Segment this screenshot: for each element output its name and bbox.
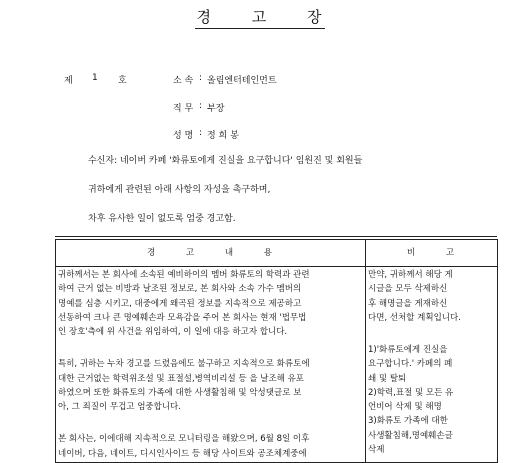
remarks-line: 시글을 모두 삭제하신: [368, 284, 448, 295]
number-unit: 호: [118, 76, 127, 86]
document-title: [0, 6, 520, 27]
content-line: 선동하여 크나 큰 명예훼손과 모욕감을 주어 본 회사는 현재 '법무법: [58, 312, 307, 323]
content-line: 네이버, 다음, 네이트, 디시인사이드 등 해당 사이트와 공조체계중에: [58, 448, 307, 459]
content-line: 하여 근거 없는 비방과 날조된 정보로, 본 회사와 소속 가수 멤버의: [58, 284, 302, 295]
affiliation-value: 올림엔터테인먼트: [207, 76, 277, 86]
content-line: 아, 그 죄질이 무겁고 엄중합니다.: [58, 402, 181, 413]
content-header: 경 고 내 용: [56, 240, 366, 267]
remarks-line: 언비어 삭제 및 해명: [368, 402, 442, 413]
content-line: 인 장호'측에 위 사건을 위임하여, 이 일에 대응 하고자 합니다.: [58, 327, 288, 338]
title-char: 경: [196, 8, 213, 26]
title-char: 고: [251, 8, 269, 26]
remarks-line: 다면, 선처할 계획입니다.: [368, 312, 461, 323]
title-char: 장: [307, 8, 324, 26]
name-value: 정 희 봉: [207, 131, 239, 141]
content-line: 명예를 심층 시키고, 대중에게 왜곡된 정보를 지속적으로 제공하고: [58, 298, 302, 309]
colon: :: [199, 128, 203, 138]
colon: :: [199, 101, 203, 111]
content-line: 대한 근거없는 학력위조설 및 표절설,병역비리설 등 을 날조해 유포: [58, 373, 305, 384]
content-line: 본 회사는, 이에대해 지속적으로 모니터링을 해왔으며, 6월 8일 이후: [58, 434, 310, 445]
affiliation-label: 소 속: [173, 76, 194, 86]
remarks-line: 사생활침해,명예훼손글: [368, 430, 453, 441]
warning-table: [55, 239, 498, 463]
content-cell: [56, 267, 366, 463]
colon: :: [199, 73, 203, 83]
remarks-line: 1)'화류토에게 진실을: [368, 345, 448, 356]
content-line: 귀하께서는 본 회사에 소속된 예비하이의 멤버 화류토의 학력과 관련: [58, 270, 310, 280]
content-line: 하였으며 또한 화류토의 가족에 대한 사생활침해 및 악성댓글로 보: [58, 387, 302, 398]
number-value: 1: [92, 73, 98, 83]
remarks-line: 2)학력,표절 및 모든 유: [368, 387, 454, 398]
remarks-cell: [366, 267, 498, 463]
remarks-line: 만약, 귀하께서 해당 게: [368, 270, 453, 280]
warning-line: 차후 유사한 일이 없도록 엄중 경고함.: [88, 214, 236, 224]
remarks-header: 비 고: [366, 240, 498, 267]
title-underline: [195, 28, 325, 29]
table-top-rule: [55, 236, 497, 237]
remarks-line: 쇄 및 탈퇴: [368, 373, 407, 384]
number-label: 제: [64, 76, 73, 86]
position-value: 부장: [207, 104, 225, 114]
name-label: 성 명: [173, 131, 194, 141]
remarks-line: 후 해명글을 게재하신: [368, 298, 448, 309]
content-line: 특히, 귀하는 누차 경고를 드렸음에도 불구하고 지속적으로 화류토에: [58, 359, 310, 370]
recipient-line: 수신자: 네이버 카페 '화류토에게 진실을 요구합니다' 임원진 및 회원들: [88, 156, 363, 166]
remarks-line: 3)화류토 가족에 대한: [368, 416, 448, 427]
position-label: 직 무: [173, 104, 194, 114]
request-line: 귀하에게 관련된 아래 사항의 자성을 촉구하며,: [88, 185, 271, 195]
remarks-line: 요구합니다.' 카페의 폐: [368, 359, 453, 370]
remarks-line: 삭제: [368, 444, 385, 455]
